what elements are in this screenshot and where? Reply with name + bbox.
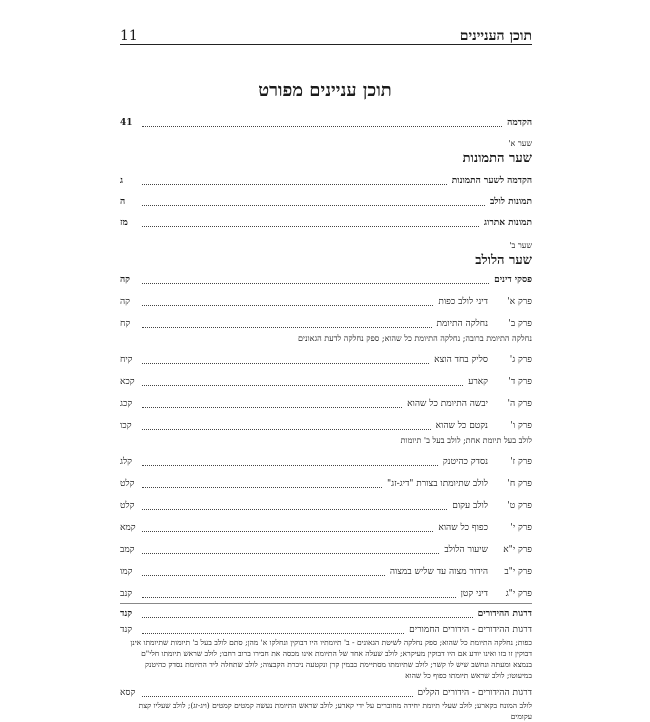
chapter-entry — [120, 456, 532, 468]
chapter-title: לולב עקום — [452, 501, 488, 511]
chapter-label: פרק י"א — [503, 545, 532, 555]
chapter-entry — [120, 588, 532, 600]
toc-entry-page: קנד — [120, 609, 133, 619]
gate-label: שער ב' — [509, 241, 532, 250]
chapter-title: דיני לולב כפות — [438, 297, 488, 307]
chapter-page: קמב — [120, 545, 135, 555]
chapter-label: פרק י"ג — [505, 589, 532, 599]
chapter-title: הידור מצוה עד שליש במצוה — [389, 567, 488, 577]
chapter-title: כפוף כל שהוא — [438, 523, 488, 533]
toc-entry-page: קה — [120, 275, 130, 285]
toc-entry-text: תמונות לולב — [489, 197, 532, 207]
chapter-label: פרק ב' — [508, 319, 532, 329]
chapter-title: יבשה התיומת כל שהוא — [407, 399, 488, 409]
chapter-entry — [120, 398, 532, 410]
chapter-label: פרק ח' — [507, 479, 532, 489]
gate-title: שער התמונות — [462, 151, 532, 166]
divider — [120, 603, 532, 604]
toc-entry-page: ג — [120, 176, 123, 186]
toc-entry-sub — [120, 687, 532, 699]
chapter-page: קכג — [120, 399, 133, 409]
chapter-label: פרק ט' — [507, 501, 532, 511]
toc-entry-page: מז — [120, 218, 128, 228]
chapter-entry — [120, 544, 532, 556]
running-header — [120, 24, 532, 45]
toc-entry — [120, 196, 532, 208]
page-title: תוכן עניינים מפורט — [258, 80, 392, 101]
header-title: תוכן העניינים — [459, 28, 532, 44]
chapter-entry — [120, 296, 532, 308]
toc-entry-page: 41 — [120, 118, 133, 128]
chapter-page: קח — [120, 319, 131, 329]
toc-entry-page: ה — [120, 197, 126, 207]
toc-entry-text: הקדמה לשער התמונות — [451, 176, 532, 186]
section-note: כפות; נחלקה התיומת כל שהוא; ספק נחלקה לשיטת הגאונים - ב' תיומתיו היו דבוקין ונחלקו א' מהן; סתם לולב בעל ב' תיומות שתיומתו אינן דבוקין זו בזו ואינו יודע אם היו דבוקין מעיקרא; לולב שעלה אחד של התיומת אינו מכסה את חבירו ברוב רחבו; לולב שראש תיומתו חלי"ם בנמצא ומעתה ונחשב שיש לו קשר; לולב שתיומתו מסתיימת כבמין קרן ונקטעה ניכרת הקבצוה; לולב שתחלה ליד התיומת נסדק כהיטנק במיעוטו; לולב שראש תיומתו כפוף כל שהוא — [130, 638, 532, 680]
toc-entry — [120, 175, 532, 187]
toc-entry-text: פסקי דינים — [494, 275, 532, 285]
section-note: לולב המונח בקארע; לולב שעלי תיומת יחידה מחוברים על ידי קארע; לולב שראש התיומת נעשה קמטים קמטים (ויג-זג); לולב שעליו קצת עקומים — [138, 701, 532, 721]
toc-entry-text: דרגות ההידורים — [477, 609, 532, 619]
chapter-title: קארע — [468, 377, 488, 387]
chapter-page: קלט — [120, 501, 135, 511]
chapter-page: קלג — [120, 457, 132, 467]
chapter-label: פרק ה' — [507, 399, 532, 409]
chapter-entry — [120, 354, 532, 366]
toc-entry — [120, 217, 532, 229]
toc-entry-text: דרגות ההידורים - הידורים הקלים — [417, 688, 532, 698]
toc-entry-text: הקדמה — [507, 118, 532, 128]
chapter-page: קנב — [120, 589, 133, 599]
toc-body — [120, 112, 532, 722]
toc-entry-sub — [120, 624, 532, 636]
chapter-title: לולב שתיומתו בצורת "דיג-זג" — [386, 479, 488, 489]
chapter-title: שיעור הלולב — [444, 545, 488, 555]
toc-entry-levels — [120, 608, 532, 620]
chapter-title: נקטם כל שהוא — [435, 421, 488, 431]
chapter-label: פרק ז' — [510, 457, 532, 467]
chapter-entry — [120, 420, 532, 432]
chapter-page: קיח — [120, 355, 133, 365]
chapter-page: קה — [120, 297, 130, 307]
chapter-page: קלט — [120, 479, 135, 489]
chapter-page: קמו — [120, 567, 133, 577]
chapter-entry — [120, 318, 532, 330]
toc-entry-page: קנד — [120, 625, 133, 635]
gate-title: שער הלולב — [475, 253, 532, 268]
chapter-entry — [120, 522, 532, 534]
chapter-label: פרק י' — [510, 523, 532, 533]
chapter-note: לולב בעל תיומת אחת; לולב בעל ב' תיומות — [400, 436, 532, 445]
chapter-label: פרק ג' — [509, 355, 532, 365]
toc-entry-text: תמונות אתרוג — [484, 218, 532, 228]
toc-entry-page: קסא — [120, 688, 136, 698]
chapter-label: פרק י"ב — [504, 567, 532, 577]
chapter-entry — [120, 566, 532, 578]
chapter-label: פרק ו' — [510, 421, 532, 431]
chapter-page: קמא — [120, 523, 136, 533]
chapter-title: סליק בחד הוצא — [434, 355, 488, 365]
chapter-entry — [120, 376, 532, 388]
chapter-page: קכא — [120, 377, 135, 387]
chapter-list — [120, 296, 532, 600]
chapter-title: דיני קטן — [460, 589, 488, 599]
header-page-number: 11 — [120, 28, 138, 44]
chapter-note: נחלקה התיומת ברובה; נחלקה התיומת כל שהוא; ספק נחלקה לדעת הגאונים — [297, 334, 532, 343]
chapter-page: קכו — [120, 421, 132, 431]
chapter-label: פרק ד' — [508, 377, 532, 387]
toc-entry-text: דרגות ההידורים - הידורים החמורים — [409, 625, 532, 635]
chapter-entry — [120, 478, 532, 490]
toc-entry-laws — [120, 274, 532, 286]
chapter-title: נסדק כהיטנק — [442, 457, 488, 467]
chapter-label: פרק א' — [507, 297, 532, 307]
chapter-title: נחלקה התיומת — [436, 319, 488, 329]
gate-label: שער א' — [508, 139, 532, 148]
toc-entry-intro — [120, 117, 532, 129]
chapter-entry — [120, 500, 532, 512]
